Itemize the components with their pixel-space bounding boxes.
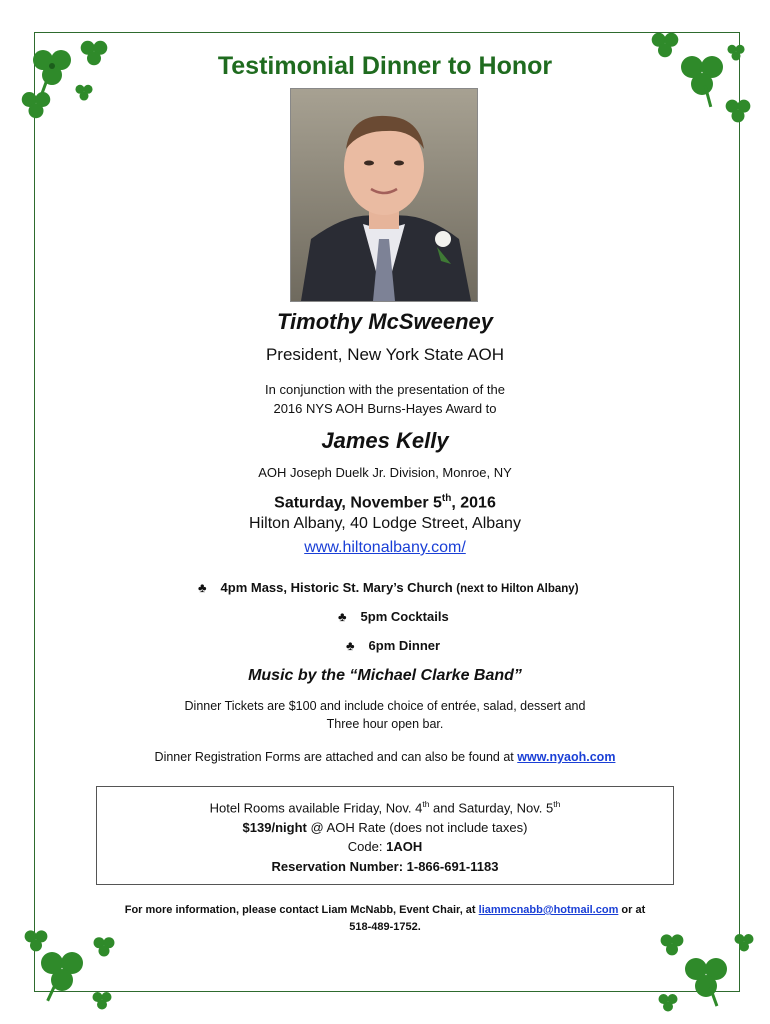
schedule-item-text: 6pm Dinner xyxy=(368,638,441,653)
music-announcement: Music by the “Michael Clarke Band” xyxy=(248,667,522,684)
hotel-reservation-number: Reservation Number: 1-866-691-1183 xyxy=(271,858,499,874)
event-date-year: , 2016 xyxy=(451,494,496,512)
registration-text: Dinner Registration Forms are attached and can also be found at xyxy=(154,750,518,764)
hotel-code-value: 1AOH xyxy=(386,839,423,855)
hotel-rate-price: $139/night xyxy=(242,819,307,835)
ticket-info-line-1: Dinner Tickets are $100 and include choice of entrée, salad, dessert and xyxy=(184,699,586,713)
hotel-sup-2: th xyxy=(553,799,561,809)
contact-text: For more information, please contact Liam McNabb, Event Chair, at xyxy=(124,904,479,916)
contact-phone: 518-489-1752. xyxy=(349,921,421,933)
event-date-main: Saturday, November 5 xyxy=(274,494,442,512)
conjunction-line-1: In conjunction with the presentation of the xyxy=(265,382,505,397)
schedule-item-dinner xyxy=(346,638,440,653)
honoree-photo xyxy=(290,88,478,302)
hotel-availability xyxy=(97,795,673,818)
honoree-position: President, New York State AOH xyxy=(265,345,505,364)
hotel-info-box xyxy=(96,786,674,885)
registration-info xyxy=(0,750,770,764)
venue-website-link[interactable]: www.hiltonalbany.com/ xyxy=(304,539,466,556)
hotel-availability-b: and Saturday, Nov. 5 xyxy=(429,800,554,816)
contact-line-1 xyxy=(0,902,770,919)
contact-after: or at xyxy=(618,904,646,916)
schedule-item-note: (next to Hilton Albany) xyxy=(456,583,579,595)
conjunction-text xyxy=(0,380,770,418)
event-date xyxy=(0,493,770,512)
hotel-rate-note: @ AOH Rate (does not include taxes) xyxy=(306,819,528,835)
event-venue: Hilton Albany, 40 Lodge Street, Albany xyxy=(249,515,521,532)
hotel-sup-1: th xyxy=(422,799,430,809)
ticket-info-line-2: Three hour open bar. xyxy=(326,717,444,731)
contact-info xyxy=(0,902,770,936)
club-icon: ♣ xyxy=(346,638,355,653)
hotel-rate xyxy=(97,818,673,838)
ticket-info xyxy=(0,697,770,733)
page-title: Testimonial Dinner to Honor xyxy=(217,52,553,80)
schedule-item-cocktails xyxy=(338,609,449,624)
contact-email-link[interactable]: liammcnabb@hotmail.com xyxy=(478,904,619,916)
hotel-code-label: Code: xyxy=(347,839,387,855)
schedule-item-mass xyxy=(198,580,579,595)
hotel-availability-a: Hotel Rooms available Friday, Nov. 4 xyxy=(209,800,423,816)
club-icon: ♣ xyxy=(198,580,207,595)
event-date-suffix: th xyxy=(441,493,452,504)
hotel-code xyxy=(97,837,673,857)
conjunction-line-2: 2016 NYS AOH Burns-Hayes Award to xyxy=(273,401,497,416)
awardee-name: James Kelly xyxy=(321,428,449,453)
honoree-name: Timothy McSweeney xyxy=(277,309,493,334)
awardee-division: AOH Joseph Duelk Jr. Division, Monroe, NY xyxy=(258,465,512,480)
nyaoh-link[interactable]: www.nyaoh.com xyxy=(517,750,616,764)
club-icon: ♣ xyxy=(338,609,347,624)
schedule-item-text: 4pm Mass, Historic St. Mary’s Church xyxy=(220,580,457,595)
schedule-item-text: 5pm Cocktails xyxy=(360,609,449,624)
